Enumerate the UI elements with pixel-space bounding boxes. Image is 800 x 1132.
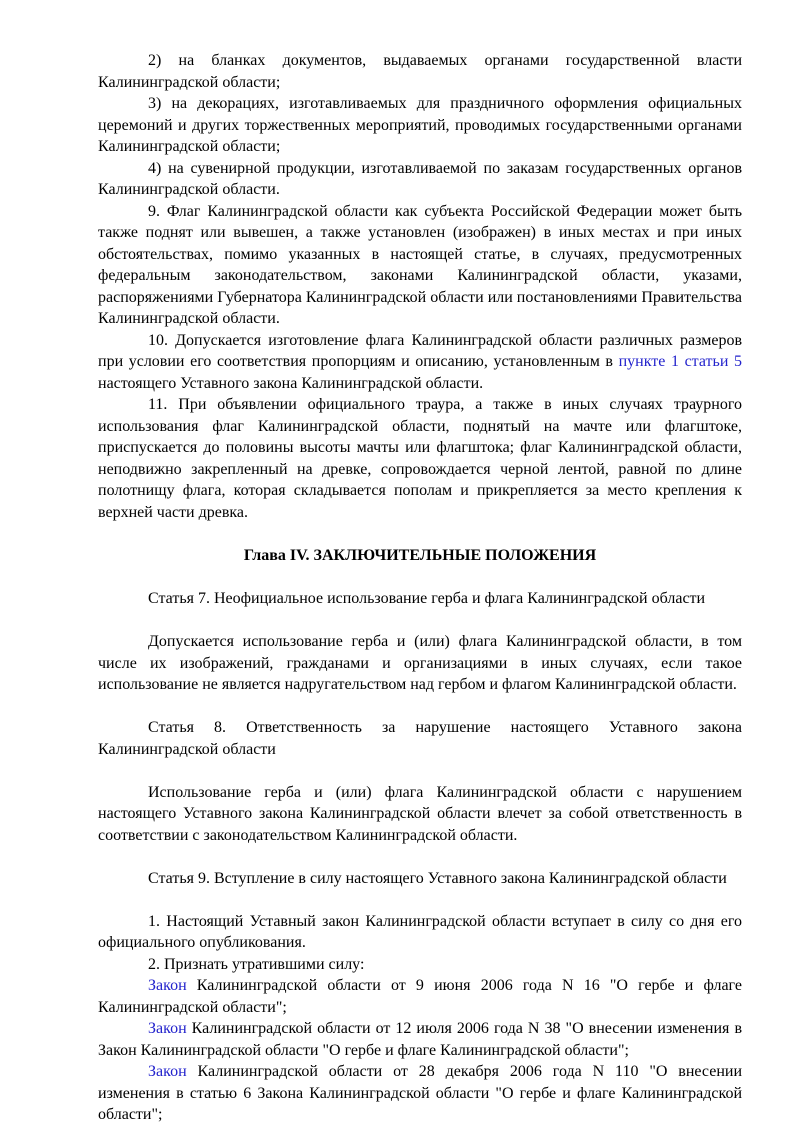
list-item-4: 4) на сувенирной продукции, изготавливаемой по заказам государственных органов Калининградской области.: [98, 159, 742, 198]
repealed-law-item: [98, 1018, 742, 1061]
paragraph-11: 11. При объявлении официального траура, а также в иных случаях траурного использования флаг Калининградской области, поднятый на мачте или флагштоке, приспускается до половины высоты мачты или флагштока; флаг Калининградской области, неподвижно закрепленный на древке, сопровождается черной лентой, равной по длине полотнищу флага, которая складывается пополам и прикрепляется за место крепления к верхней части древка.: [98, 396, 742, 521]
repealed-law-text: Калининградской области от 12 июля 2006 года N 38 "О внесении изменения в Закон Калининградской области "О гербе и флаге Калининградской области";: [98, 1020, 742, 1059]
paragraph-9: 9. Флаг Калининградской области как субъекта Российской Федерации может быть также поднят или вывешен, а также установлен (изображен) в иных местах и при иных обстоятельствах, помимо указанных в настоящей статье, в случаях, предусмотренных федеральным законодательством, законами Калининградской области, указами, распоряжениями Губернатора Калининградской области или постановлениями Правительства Калининградской области.: [98, 202, 742, 327]
article-9-paragraph-2: 2. Признать утратившими силу:: [148, 955, 365, 973]
repealed-law-item: [98, 1061, 742, 1126]
paragraph-10-text-after: настоящего Уставного закона Калининградской области.: [98, 374, 484, 392]
repealed-law-item: [98, 975, 742, 1018]
article-9-title: Статья 9. Вступление в силу настоящего Уставного закона Калининградской области: [148, 869, 727, 887]
paragraph-10-text-before: 10. Допускается изготовление флага Калининградской области различных размеров при условии его соответствия пропорциям и описанию, установленным в: [98, 331, 742, 370]
link-law-2006-06-09-n16[interactable]: Закон: [148, 977, 187, 994]
list-item-2: 2) на бланках документов, выдаваемых органами государственной власти Калининградской области;: [98, 52, 742, 91]
paragraph-10: [98, 330, 742, 395]
repealed-law-text: Калининградской области от 9 июня 2006 года N 16 "О гербе и флаге Калининградской области";: [98, 977, 742, 1016]
list-item-3: 3) на декорациях, изготавливаемых для праздничного оформления официальных церемоний и других торжественных мероприятий, проводимых государственными органами Калининградской области;: [98, 95, 742, 155]
article-9-paragraph-1: 1. Настоящий Уставный закон Калининградской области вступает в силу со дня его официального опубликования.: [98, 912, 742, 951]
article-7-body: Допускается использование герба и (или) флага Калининградской области, в том числе их изображений, гражданами и организациями в иных случаях, если такое использование не является надругательством над гербом и флагом Калининградской области.: [98, 633, 742, 693]
link-law-2006-07-12-n38[interactable]: Закон: [148, 1020, 187, 1037]
link-clause-1-article-5[interactable]: пункте 1 статьи 5: [618, 353, 743, 370]
chapter-heading: Глава IV. ЗАКЛЮЧИТЕЛЬНЫЕ ПОЛОЖЕНИЯ: [243, 547, 597, 564]
repealed-law-text: Калининградской области от 28 декабря 2006 года N 110 "О внесении изменения в статью 6 Закона Калининградской области "О гербе и флаге Калининградской области";: [98, 1063, 742, 1123]
link-law-2006-12-28-n110[interactable]: Закон: [148, 1063, 187, 1080]
article-8-title: Статья 8. Ответственность за нарушение настоящего Уставного закона Калининградской области: [98, 719, 742, 758]
article-7-title: Статья 7. Неофициальное использование герба и флага Калининградской области: [148, 590, 706, 607]
article-8-body: Использование герба и (или) флага Калининградской области с нарушением настоящего Уставного закона Калининградской области влечет за собой ответственность в соответствии с законодательством Калининградской области.: [98, 783, 742, 844]
